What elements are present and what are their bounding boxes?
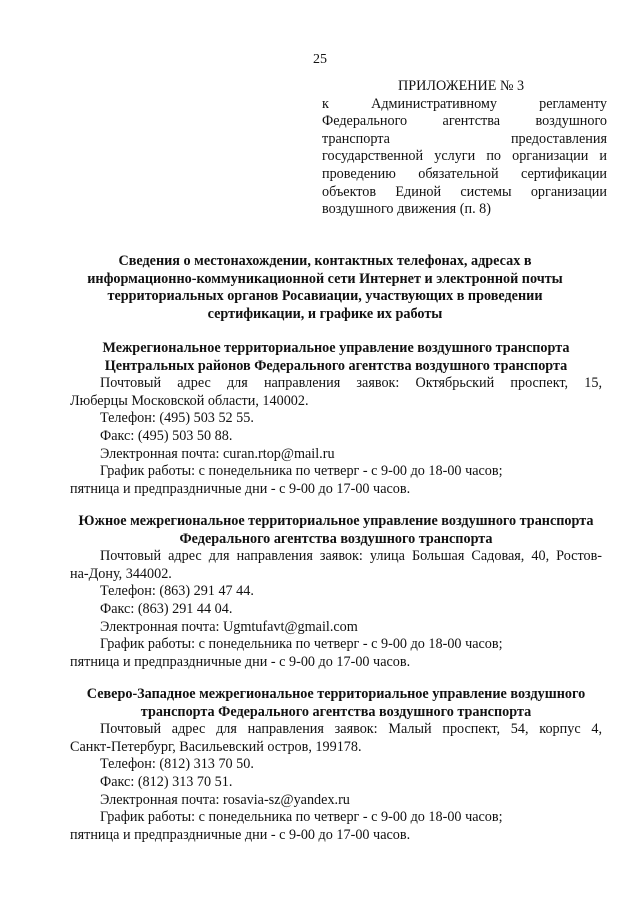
postal-address-continued: Санкт-Петербург, Васильевский остров, 199178. <box>70 738 362 755</box>
postal-address: Почтовый адрес для направления заявок: улица Большая Садовая, 40, Ростов- <box>100 548 602 565</box>
email: Электронная почта: rosavia-sz@yandex.ru <box>100 791 350 808</box>
schedule-weekdays: График работы: с понедельника по четверг - с 9-00 до 18-00 часов; <box>100 463 503 480</box>
postal-address: Почтовый адрес для направления заявок: Малый проспект, 54, корпус 4, <box>100 721 602 738</box>
heading-line: Межрегиональное территориальное управление воздушного транспорта <box>102 340 570 356</box>
phone: Телефон: (812) 313 70 50. <box>100 756 254 773</box>
title-line: Сведения о местонахождении, контактных телефонах, адресах в <box>118 253 532 269</box>
schedule-friday: пятница и предпраздничные дни - с 9-00 до 17-00 часов. <box>70 480 411 497</box>
appendix-line: проведению обязательной сертификации <box>322 165 607 182</box>
appendix-line: объектов Единой системы организации <box>322 183 607 200</box>
heading-line: Южное межрегиональное территориальное управление воздушного транспорта <box>78 513 594 529</box>
phone: Телефон: (863) 291 47 44. <box>100 583 254 600</box>
fax: Факс: (495) 503 50 88. <box>100 427 233 444</box>
appendix-block <box>322 78 607 219</box>
phone: Телефон: (495) 503 52 55. <box>100 410 254 427</box>
office-section-south <box>70 513 602 671</box>
title-line: территориальных органов Росавиации, участвующих в проведении <box>107 288 543 305</box>
fax: Факс: (812) 313 70 51. <box>100 773 233 790</box>
heading-line: Северо-Западное межрегиональное территориальное управление воздушного <box>86 686 586 702</box>
email: Электронная почта: Ugmtufavt@gmail.com <box>100 618 358 635</box>
schedule-friday: пятница и предпраздничные дни - с 9-00 до 17-00 часов. <box>70 653 411 670</box>
schedule-friday: пятница и предпраздничные дни - с 9-00 до 17-00 часов. <box>70 826 411 843</box>
title-line: информационно-коммуникационной сети Интернет и электронной почты <box>87 270 563 287</box>
postal-address-continued: Люберцы Московской области, 140002. <box>70 392 309 409</box>
section-heading <box>62 340 610 375</box>
appendix-line: государственной услуги по организации и <box>322 148 607 165</box>
schedule-weekdays: График работы: с понедельника по четверг - с 9-00 до 18-00 часов; <box>100 809 503 826</box>
email: Электронная почта: curan.rtop@mail.ru <box>100 445 335 462</box>
office-section-northwest <box>70 686 602 844</box>
appendix-line: воздушного движения (п. 8) <box>322 201 491 218</box>
heading-line: Федерального агентства воздушного транспорта <box>179 530 493 547</box>
appendix-line: к Административному регламенту <box>322 95 607 112</box>
postal-address: Почтовый адрес для направления заявок: Октябрьский проспект, 15, <box>100 375 602 392</box>
postal-address-continued: на-Дону, 344002. <box>70 565 172 582</box>
schedule-weekdays: График работы: с понедельника по четверг - с 9-00 до 18-00 часов; <box>100 636 503 653</box>
section-heading <box>62 686 610 721</box>
document-title <box>60 253 590 323</box>
fax: Факс: (863) 291 44 04. <box>100 600 233 617</box>
section-heading <box>62 513 610 548</box>
heading-line: Центральных районов Федерального агентства воздушного транспорта <box>104 357 568 374</box>
page-number: 25 <box>313 52 327 67</box>
heading-line: транспорта Федерального агентства воздушного транспорта <box>140 703 532 720</box>
appendix-line: Федерального агентства воздушного <box>322 113 607 130</box>
office-section-central <box>70 340 602 498</box>
appendix-line: транспорта предоставления <box>322 130 607 147</box>
title-line: сертификации, и графике их работы <box>207 305 443 322</box>
appendix-title: ПРИЛОЖЕНИЕ № 3 <box>398 78 525 94</box>
